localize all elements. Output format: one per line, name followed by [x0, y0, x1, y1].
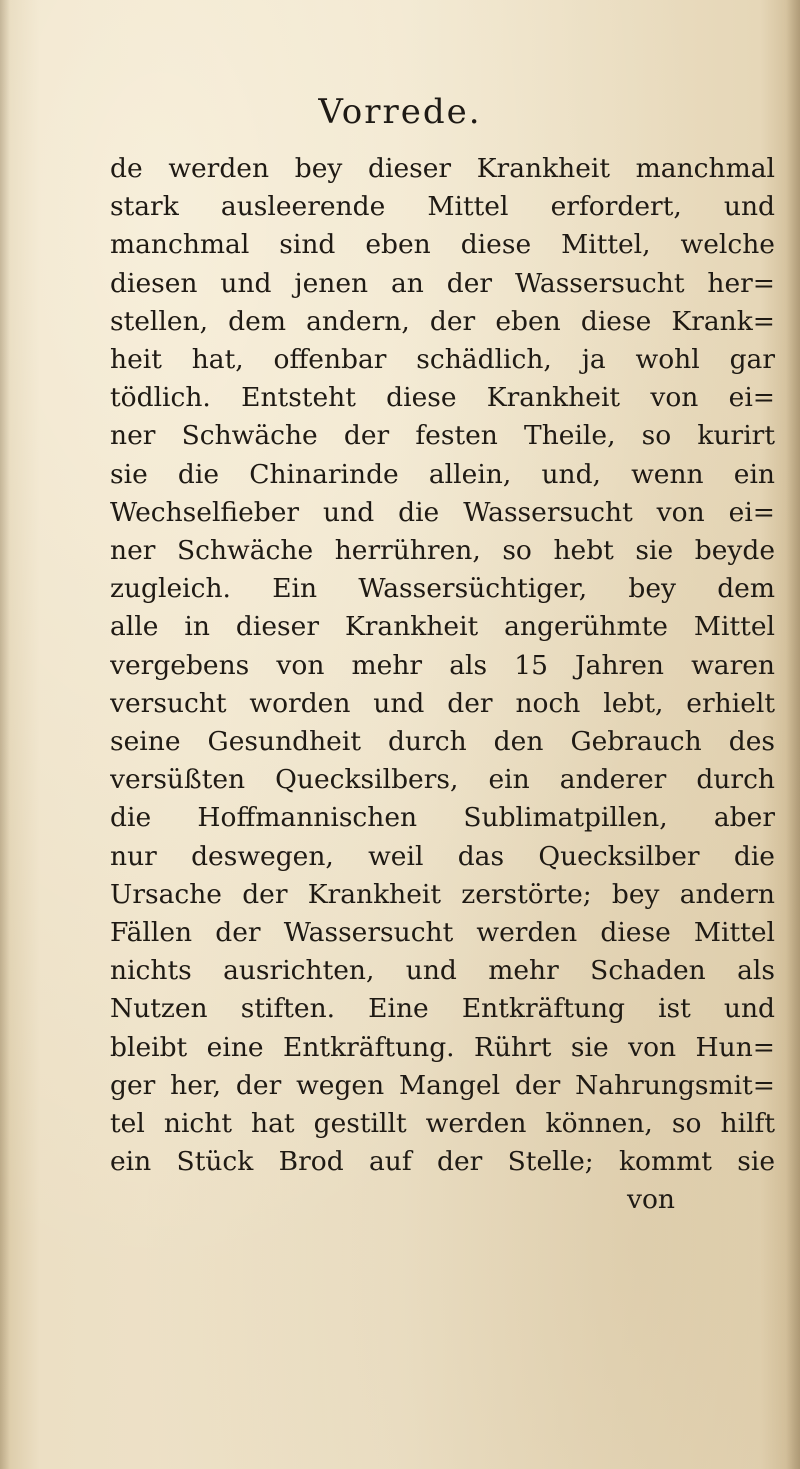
catchword: von — [627, 1184, 675, 1216]
page-gutter-shadow — [0, 0, 10, 1469]
text-line: tödlich. Entsteht diese Krankheit von ei= — [110, 382, 775, 414]
text-line: ein Stück Brod auf der Stelle; kommt sie — [110, 1146, 775, 1178]
text-line: tel nicht hat gestillt werden können, so hilft — [110, 1108, 775, 1140]
text-line: seine Gesundheit durch den Gebrauch des — [110, 726, 775, 758]
text-line: alle in dieser Krankheit angerühmte Mittel — [110, 611, 775, 643]
running-head: Vorrede. — [318, 92, 482, 132]
text-line: de werden bey dieser Krankheit manchmal — [110, 153, 775, 184]
text-line: vergebens von mehr als 15 Jahren waren — [110, 649, 775, 681]
text-line: stellen, dem andern, der eben diese Krank= — [110, 305, 775, 337]
text-line: zugleich. Ein Wassersüchtiger, bey dem — [110, 573, 775, 605]
text-line: ger her, der wegen Mangel der Nahrungsmit= — [110, 1069, 775, 1101]
text-line: versüßten Quecksilbers, ein anderer durch — [110, 764, 775, 796]
text-line: Fällen der Wassersucht werden diese Mittel — [110, 917, 775, 949]
page-edge-shadow — [786, 0, 800, 1469]
text-line: ner Schwäche herrühren, so hebt sie beyde — [110, 535, 775, 567]
text-line: manchmal sind eben diese Mittel, welche — [110, 229, 775, 261]
text-line: bleibt eine Entkräftung. Rührt sie von Hun= — [110, 1031, 775, 1063]
body-text — [110, 150, 775, 1220]
text-line: die Hoffmannischen Sublimatpillen, aber — [110, 802, 775, 834]
text-line: diesen und jenen an der Wassersucht her= — [110, 267, 775, 299]
text-line: sie die Chinarinde allein, und, wenn ein — [110, 458, 775, 490]
text-line: nur deswegen, weil das Quecksilber die — [110, 840, 775, 872]
text-line: Wechselfieber und die Wassersucht von ei= — [110, 496, 775, 528]
text-line: ner Schwäche der festen Theile, so kurirt — [110, 420, 775, 452]
text-line: Nutzen stiften. Eine Entkräftung ist und — [110, 993, 775, 1025]
text-line: nichts ausrichten, und mehr Schaden als — [110, 955, 775, 987]
text-line: heit hat, offenbar schädlich, ja wohl gar — [110, 344, 775, 376]
text-line: versucht worden und der noch lebt, erhielt — [110, 687, 775, 719]
text-line: Ursache der Krankheit zerstörte; bey andern — [110, 878, 775, 910]
text-line: stark ausleerende Mittel erfordert, und — [110, 191, 775, 223]
